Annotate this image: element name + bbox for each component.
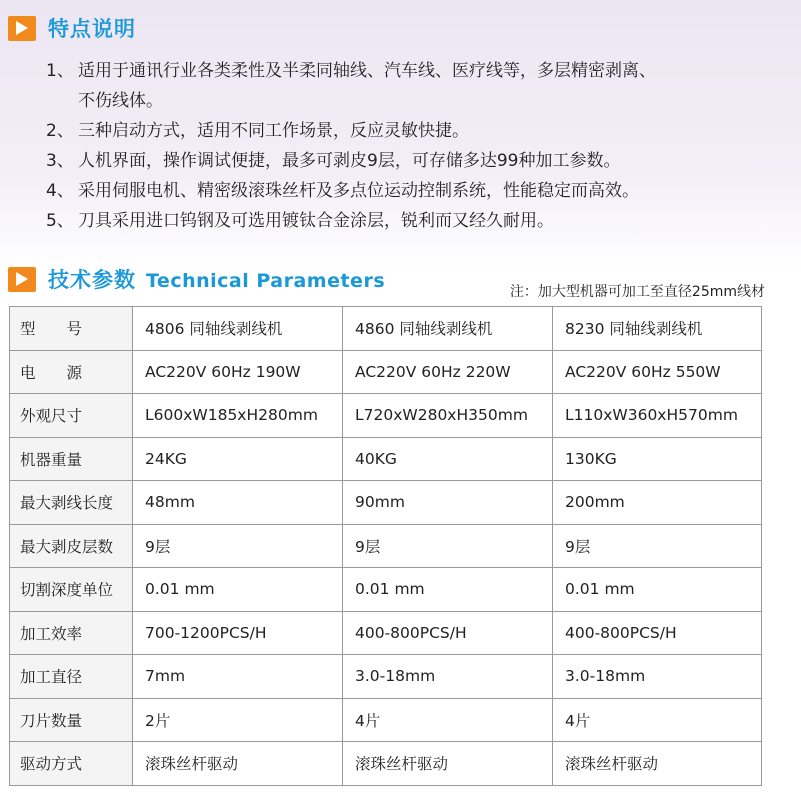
play-arrow-icon [8,267,36,292]
row-label: 外观尺寸 [10,394,133,438]
cell-model-8230: 8230 同轴线剥线机 [553,307,762,351]
params-title [48,264,385,294]
table-row [10,655,762,699]
features-title: 特点说明 [48,17,136,41]
feature-item [46,206,786,236]
row-label: 电 源 [10,350,133,394]
table-cell: 400-800PCS/H [343,611,553,655]
table-cell: L110xW360xH570mm [553,394,762,438]
cell-model-4860: 4860 同轴线剥线机 [343,307,553,351]
table-cell: 4片 [343,698,553,742]
table-cell: 滚珠丝杆驱动 [133,742,343,786]
table-cell: 0.01 mm [343,568,553,612]
params-note: 注：加大型机器可加工至直径25mm线材 [509,284,765,300]
table-cell: AC220V 60Hz 190W [133,350,343,394]
feature-text: 人机界面，操作调试便捷，最多可剥皮9层，可存储多达99种加工参数。 [78,151,621,171]
feature-text: 刀具采用进口钨钢及可选用镀钛合金涂层，锐利而又经久耐用。 [78,211,554,231]
table-cell: 3.0-18mm [343,655,553,699]
table-cell: 0.01 mm [553,568,762,612]
table-row [10,481,762,525]
table-row [10,437,762,481]
feature-item [46,146,786,176]
table-cell: 9层 [343,524,553,568]
play-arrow-icon [8,16,36,41]
table-row [10,698,762,742]
feature-list [46,56,786,236]
feature-item [46,116,786,146]
row-label: 机器重量 [10,437,133,481]
table-cell: L720xW280xH350mm [343,394,553,438]
table-cell: 130KG [553,437,762,481]
params-title-cn: 技术参数 [48,268,136,292]
table-cell: 2片 [133,698,343,742]
table-cell: 9层 [133,524,343,568]
table-cell: 40KG [343,437,553,481]
feature-number: 4、 [46,181,74,201]
feature-text: 三种启动方式，适用不同工作场景，反应灵敏快捷。 [78,121,469,141]
row-label: 最大剥线长度 [10,481,133,525]
row-label: 加工直径 [10,655,133,699]
table-cell: 7mm [133,655,343,699]
table-cell: AC220V 60Hz 550W [553,350,762,394]
table-cell: 48mm [133,481,343,525]
feature-number: 5、 [46,211,74,231]
params-table [9,306,762,786]
table-cell: AC220V 60Hz 220W [343,350,553,394]
table-cell: 24KG [133,437,343,481]
feature-item [46,176,786,206]
features-header [8,13,136,43]
cell-model-4806: 4806 同轴线剥线机 [133,307,343,351]
table-cell: 700-1200PCS/H [133,611,343,655]
table-cell: 90mm [343,481,553,525]
table-row [10,524,762,568]
table-row [10,568,762,612]
table-row [10,350,762,394]
row-label: 最大剥皮层数 [10,524,133,568]
feature-text: 适用于通讯行业各类柔性及半柔同轴线、汽车线、医疗线等，多层精密剥离、 [78,61,656,81]
row-label: 刀片数量 [10,698,133,742]
table-row [10,307,762,351]
table-cell: 200mm [553,481,762,525]
table-cell: 400-800PCS/H [553,611,762,655]
table-row [10,394,762,438]
table-cell: 滚珠丝杆驱动 [553,742,762,786]
params-title-en: Technical Parameters [146,270,386,292]
table-cell: L600xW185xH280mm [133,394,343,438]
table-cell: 3.0-18mm [553,655,762,699]
feature-item [46,56,786,116]
table-row [10,742,762,786]
params-header [8,264,385,294]
feature-number: 3、 [46,151,74,171]
table-cell: 滚珠丝杆驱动 [343,742,553,786]
table-cell: 4片 [553,698,762,742]
feature-number: 1、 [46,61,74,81]
table-row [10,611,762,655]
row-label: 驱动方式 [10,742,133,786]
table-cell: 0.01 mm [133,568,343,612]
feature-text: 采用伺服电机、精密级滚珠丝杆及多点位运动控制系统，性能稳定而高效。 [78,181,639,201]
row-label: 加工效率 [10,611,133,655]
feature-number: 2、 [46,121,74,141]
row-label: 型 号 [10,307,133,351]
table-cell: 9层 [553,524,762,568]
feature-text-continued: 不伤线体。 [78,91,163,111]
row-label: 切割深度单位 [10,568,133,612]
